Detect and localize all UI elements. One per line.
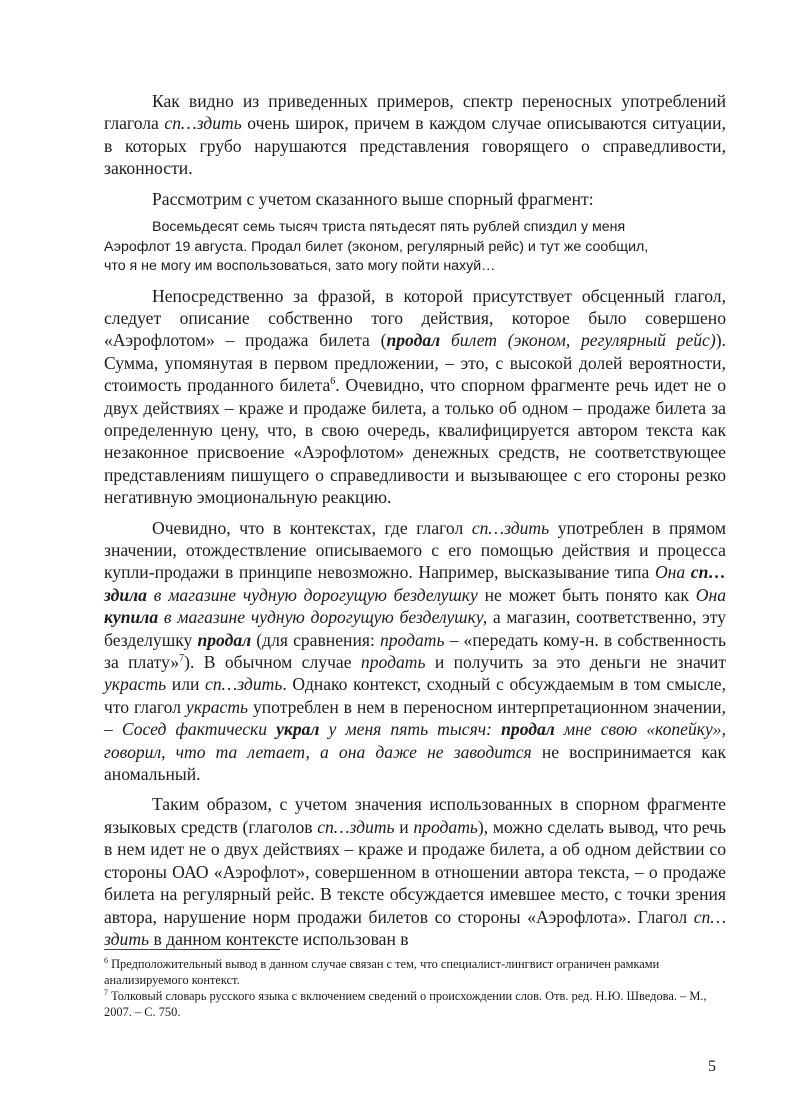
- footnote-text: Толковый словарь русского языка с включением сведений о происхождении слов. Отв. ред. Н.Ю. Шведова. – М., 2007. – С. 750.: [104, 989, 707, 1019]
- bold-italic-term: украл: [276, 719, 320, 740]
- italic-term: сп…здить: [104, 906, 726, 949]
- paragraph-5: [104, 793, 726, 950]
- text: употреблен в прямом значении, отождествление описываемого с его помощью действия и процесса купли-продажи в принципе невозможно. Например, высказывание типа: [104, 517, 726, 583]
- text: ), можно сделать вывод, что речь в нем идет не о двух действиях – краже и продаже билета, а об одном действии со стороны ОАО «Аэрофлот», совершенном в отношении автора текста, – о продаже билета на регулярный рейс. В тексте обсуждается имевшее место, с точки зрения автора, нарушение норм продажи билетов со стороны «Аэрофлота». Глагол: [104, 816, 726, 927]
- italic-term: украсть: [185, 696, 249, 717]
- footnote-divider: [104, 949, 280, 950]
- quote-line-3: что я не могу им воспользоваться, зато могу пойти нахуй…: [104, 258, 496, 275]
- text: употреблен в нем в переносном интерпретационном значении, –: [104, 696, 726, 740]
- text: Таким образом, с учетом значения использованных в спорном фрагменте языковых средств (глаголов: [104, 794, 726, 837]
- text: и: [394, 816, 414, 837]
- footnote-6: [104, 956, 726, 988]
- italic-term: продать: [360, 652, 426, 673]
- bold-italic-term: продал: [501, 719, 555, 740]
- text: или: [166, 674, 206, 695]
- footnote-ref-6[interactable]: 6: [330, 376, 336, 388]
- text: и получить за это деньги не значит: [425, 652, 727, 673]
- italic-term: билет (эконом, регулярный рейс): [440, 330, 716, 351]
- bold-italic-term: продал: [386, 330, 441, 351]
- footnote-7: [104, 988, 726, 1020]
- quote-line-2: Аэрофлот 19 августа. Продал билет (эконом, регулярный рейс) и тут же сообщил,: [104, 238, 649, 255]
- text: (для сравнения:: [251, 629, 380, 650]
- text: . Однако контекст, сходный с обсуждаемым в том смысле, что глагол: [104, 674, 726, 717]
- italic-term: в магазине чудную дорогущую безделушку: [146, 584, 478, 605]
- text: Как видно из приведенных примеров, спектр переносных употреблений глагола: [104, 91, 726, 134]
- italic-term: в магазине чудную дорогущую безделушку,: [158, 607, 488, 628]
- footnote-number: 7: [104, 987, 108, 997]
- page-body: [104, 90, 726, 950]
- italic-term: мне свою «копейку», говорил, что та летает, а она даже не заводится: [104, 719, 727, 762]
- text: очень широк, причем в каждом случае описываются ситуации, в которых грубо нарушаются представления говорящего о справедливости, законности.: [104, 113, 726, 179]
- footnote-ref-7[interactable]: 7: [179, 653, 185, 665]
- text: – «передать кому-н. в собственность за плату»: [104, 629, 726, 673]
- bold-italic-term: продал: [197, 629, 252, 650]
- italic-term: продать: [379, 629, 445, 650]
- text: ). Сумма, упомянутая в первом предложении, – это, с высокой долей вероятности, стоимость проданного билета: [104, 330, 726, 396]
- italic-term: продать: [413, 816, 478, 837]
- text: Очевидно, что в контекстах, где глагол: [152, 517, 472, 538]
- quote-line-1: Восемьдесят семь тысяч триста пятьдесят пять рублей спиздил у меня: [152, 219, 626, 236]
- italic-term: Сосед фактически: [121, 719, 277, 740]
- text: а магазин, соответственно, эту безделушку: [104, 607, 726, 650]
- italic-term: у меня пять тысяч:: [319, 719, 502, 740]
- footnote-text: Предположительный вывод в данном случае связан с тем, что специалист-лингвист ограничен рамками анализируемого контекст.: [104, 957, 660, 987]
- footnotes: [104, 956, 726, 1020]
- bold-italic-term: сп…здила: [104, 562, 726, 605]
- italic-term: сп…здить: [317, 816, 395, 837]
- paragraph-2: Рассмотрим с учетом сказанного выше спорный фрагмент:: [152, 188, 594, 209]
- italic-term: украсть: [104, 674, 167, 695]
- text: Непосредственно за фразой, в которой присутствует обсценный глагол, следует описание собственно того действия, которое было совершено «Аэрофлотом» – продажа билета (: [104, 285, 726, 351]
- paragraph-3: [104, 285, 726, 509]
- italic-term: Она: [654, 562, 691, 583]
- quoted-fragment: [104, 218, 726, 277]
- paragraph-1: [104, 90, 726, 180]
- footnote-number: 6: [104, 955, 108, 965]
- text: не воспринимается как аномальный.: [104, 741, 727, 785]
- page-number: 5: [708, 1058, 716, 1075]
- italic-term: сп…здить: [205, 674, 283, 695]
- paragraph-4: [104, 517, 726, 786]
- italic-term: сп…здить: [164, 113, 242, 134]
- text: в данном контексте использован в: [149, 928, 409, 949]
- text: ). В обычном случае: [184, 652, 361, 673]
- bold-italic-term: купила: [104, 607, 159, 628]
- text: не может быть понято как: [477, 584, 696, 605]
- italic-term: Она: [695, 584, 727, 605]
- italic-term: сп…здить: [471, 517, 550, 538]
- text: . Очевидно, что спорном фрагменте речь идет не о двух действиях – краже и продаже билета, а только об одном – продаже билета за определенную цену, что, в свою очередь, квалифицируется автором текста как незаконное присвоение «Аэрофлотом» денежных средств, не соответствующее представлениям пишущего о справедливости и вызывающее с его стороны резко негативную эмоциональную реакцию.: [104, 375, 726, 508]
